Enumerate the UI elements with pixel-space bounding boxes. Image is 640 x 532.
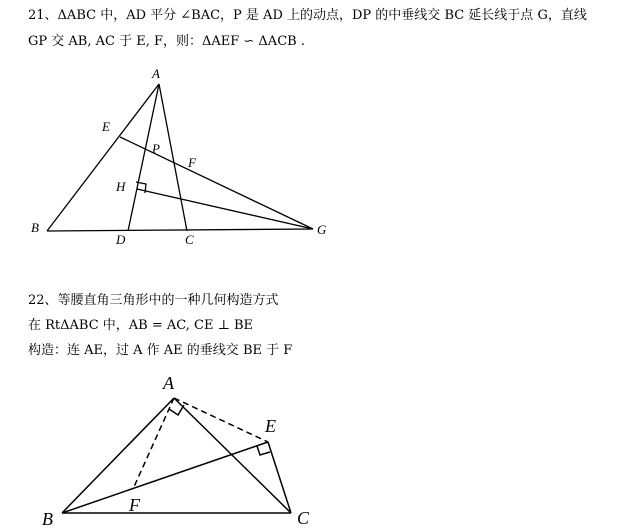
problem22-title: 22、等腰直角三角形中的一种几何构造方式 (28, 293, 279, 308)
label-E21: E (102, 119, 110, 134)
problem22-condition: 在 RtΔABC 中，AB = AC, CE ⊥ BE (28, 318, 253, 333)
label-A22: A (163, 373, 174, 393)
segment-AB (62, 398, 174, 513)
segment-BE (62, 442, 268, 513)
problem21-line2: GP 交 AB, AC 于 E, F，则：ΔAEF ∽ ΔACB . (28, 34, 305, 49)
label-C21: C (185, 232, 194, 247)
label-D21: D (116, 232, 126, 247)
problem21-line1: 21、ΔABC 中，AD 平分 ∠BAC，P 是 AD 上的动点，DP 的中垂线交 BC 延长线于点 G，直线 (28, 8, 587, 23)
label-P21: P (152, 141, 160, 156)
label-C22: C (297, 508, 310, 528)
label-F22: F (129, 495, 140, 515)
segment-AE-dashed (174, 398, 268, 442)
label-B21: B (31, 220, 39, 235)
label-G21: G (317, 222, 327, 237)
label-F21: F (188, 155, 196, 170)
label-A21: A (152, 66, 160, 81)
right-angle-mark-E (257, 446, 270, 455)
problem22-construction: 构造：连 AE，过 A 作 AE 的垂线交 BE 于 F (28, 343, 293, 358)
label-H21: H (116, 179, 126, 194)
label-E22: E (265, 416, 276, 436)
segment-AF-dashed (133, 398, 174, 489)
label-B22: B (42, 509, 53, 529)
